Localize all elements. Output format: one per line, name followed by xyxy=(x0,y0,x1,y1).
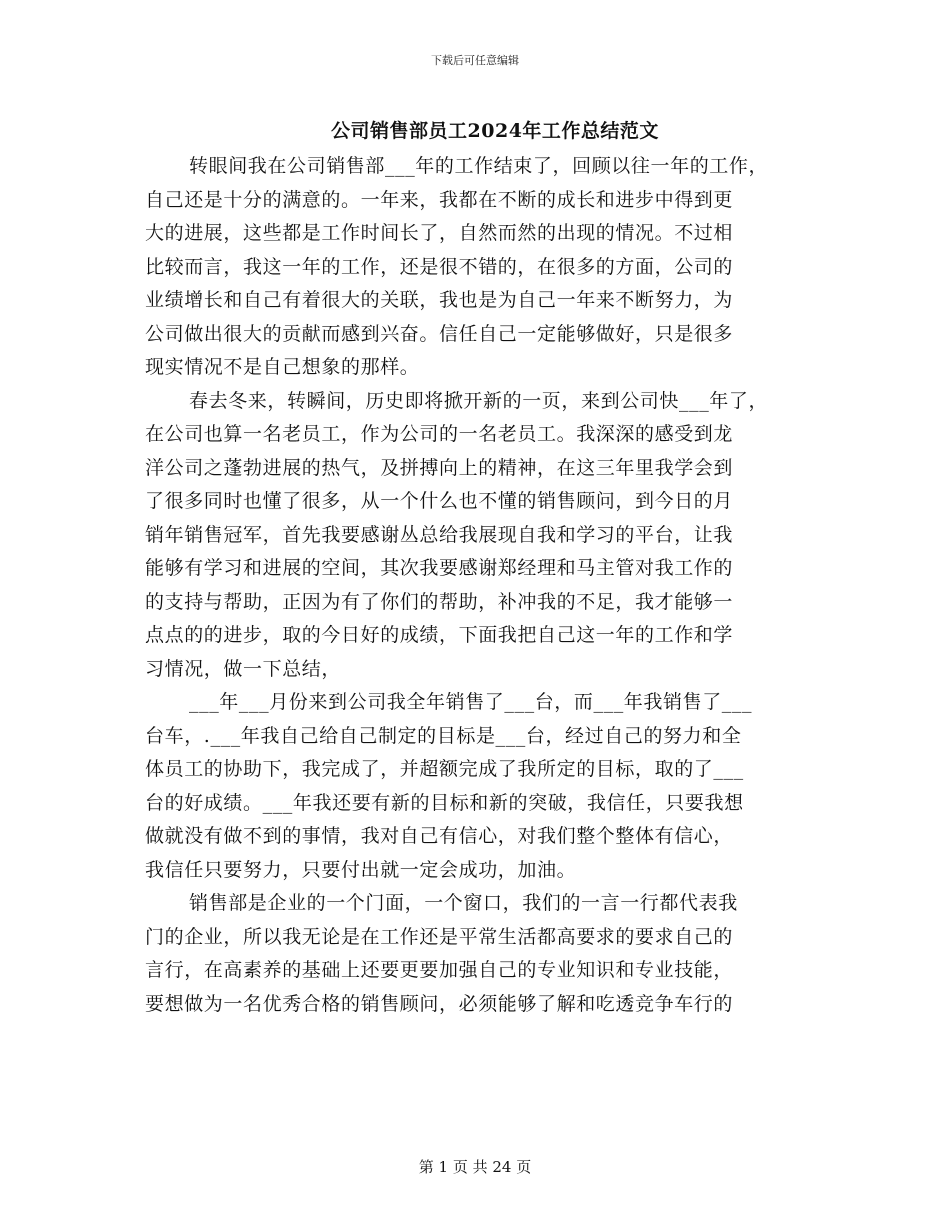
paragraph-4 xyxy=(145,887,825,1021)
text-line: 能够有学习和进展的空间，其次我要感谢郑经理和马主管对我工作的 xyxy=(145,557,734,579)
text-line: 言行，在高素养的基础上还要更要加强自己的专业知识和专业技能， xyxy=(145,959,734,981)
text-line: 要想做为一名优秀合格的销售顾问，必须能够了解和吃透竞争车行的 xyxy=(145,992,734,1015)
text-line: 在公司也算一名老员工，作为公司的一名老员工。我深深的感受到龙 xyxy=(145,423,734,445)
text-line: 现实情况不是自己想象的那样。 xyxy=(145,356,420,378)
text-line: 公司做出很大的贡献而感到兴奋。信任自己一定能够做好，只是很多 xyxy=(145,322,734,345)
text-line: 大的进展，这些都是工作时间长了，自然而然的出现的情况。不过相 xyxy=(145,222,734,244)
text-line: 业绩增长和自己有着很大的关联，我也是为自己一年来不断努力，为 xyxy=(145,289,734,311)
text-line: 自己还是十分的满意的。一年来，我都在不断的成长和进步中得到更 xyxy=(145,188,734,211)
header-note: 下载后可任意编辑 xyxy=(431,54,519,67)
page-number-footer: 第 1 页 共 24 页 xyxy=(418,1158,532,1176)
text-line: 比较而言，我这一年的工作，还是很不错的，在很多的方面，公司的 xyxy=(145,255,734,278)
paragraph-2 xyxy=(145,385,825,687)
text-line: 转眼间我在公司销售部___年的工作结束了，回顾以往一年的工作， xyxy=(189,155,769,177)
text-line: 做就没有做不到的事情，我对自己有信心，对我们整个整体有信心， xyxy=(145,825,734,847)
text-line: 体员工的协助下，我完成了，并超额完成了我所定的目标，取的了___ xyxy=(145,758,744,780)
text-line: 点点的的进步，取的今日好的成绩，下面我把自己这一年的工作和学 xyxy=(145,624,734,646)
document-title: 公司销售部员工2024年工作总结范文 xyxy=(331,120,659,142)
text-line: 销年销售冠军，首先我要感谢丛总给我展现自我和学习的平台，让我 xyxy=(145,523,734,546)
text-line: 春去冬来，转瞬间，历史即将掀开新的一页，来到公司快___年了， xyxy=(189,389,769,412)
text-line: 我信任只要努力，只要付出就一定会成功，加油。 xyxy=(145,858,577,881)
text-line: 门的企业，所以我无论是在工作还是平常生活都高要求的要求自己的 xyxy=(145,925,734,948)
text-line: ___年___月份来到公司我全年销售了___台，而___年我销售了___ xyxy=(189,691,753,713)
text-line: 台的好成绩。___年我还要有新的目标和新的突破，我信任，只要我想 xyxy=(145,791,744,814)
text-line: 了很多同时也懂了很多，从一个什么也不懂的销售顾问，到今日的月 xyxy=(145,490,734,512)
text-line: 销售部是企业的一个门面，一个窗口，我们的一言一行都代表我 xyxy=(189,892,738,914)
paragraph-3 xyxy=(145,686,825,887)
paragraph-1 xyxy=(145,150,825,385)
text-line: 台车，.___年我自己给自己制定的目标是___台，经过自己的努力和全 xyxy=(145,724,742,747)
text-line: 的支持与帮助，正因为有了你们的帮助，补冲我的不足，我才能够一 xyxy=(145,590,734,613)
document-body xyxy=(145,150,825,1021)
text-line: 洋公司之蓬勃进展的热气，及拼搏向上的精神，在这三年里我学会到 xyxy=(145,456,734,479)
text-line: 习情况，做一下总结， xyxy=(145,657,342,680)
